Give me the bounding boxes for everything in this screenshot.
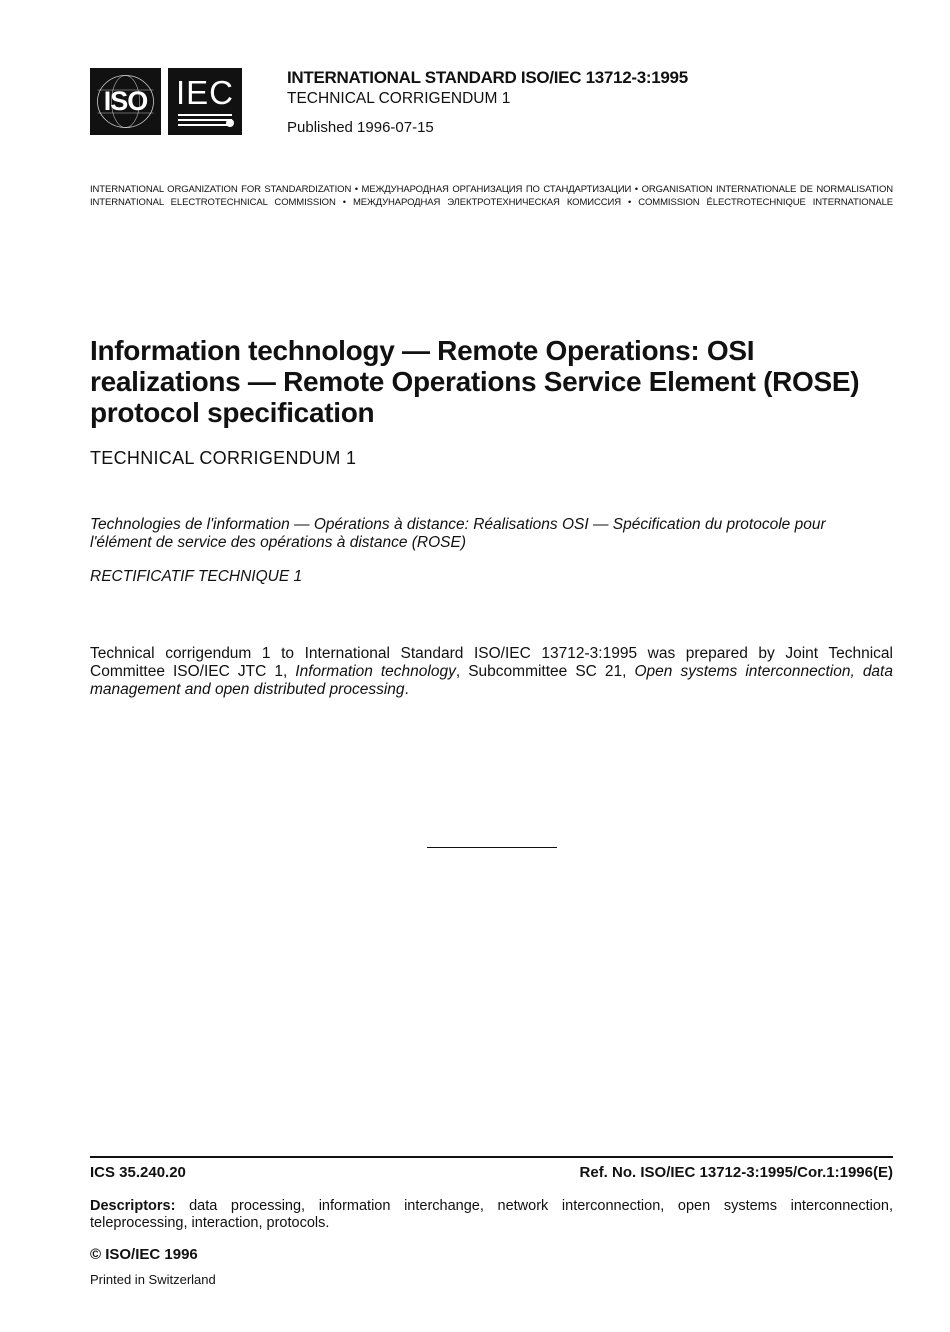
organization-line-iso: INTERNATIONAL ORGANIZATION FOR STANDARDIZATION • МЕЖДУНАРОДНАЯ ОРГАНИЗАЦИЯ ПО СТАНДАРТИЗАЦИИ • ORGANISATION INTERNATIONALE DE NORMALISATION (90, 184, 893, 195)
printed-in: Printed in Switzerland (90, 1272, 216, 1287)
organization-line-iec: INTERNATIONAL ELECTROTECHNICAL COMMISSION • МЕЖДУНАРОДНАЯ ЭЛЕКТРОТЕХНИЧЕСКАЯ КОМИССИЯ • COMMISSION ÉLECTROTECHNIQUE INTERNATIONALE (90, 197, 893, 208)
iec-logo-text: IEC (175, 74, 234, 111)
footer-rule (90, 1156, 893, 1158)
foreword-text-2: , Subcommittee SC 21, (455, 663, 635, 680)
french-title: Technologies de l'information — Opérations à distance: Réalisations OSI — Spécification du protocole pour l'élément de service des opérations à distance (ROSE) (90, 516, 826, 551)
corrigendum-label: TECHNICAL CORRIGENDUM 1 (287, 90, 511, 107)
copyright: © ISO/IEC 1996 (90, 1246, 198, 1263)
descriptors (90, 1198, 893, 1231)
iso-logo-text: ISO (103, 86, 148, 116)
iec-logo-bars (178, 114, 232, 129)
french-subtitle: RECTIFICATIF TECHNIQUE 1 (90, 568, 303, 585)
descriptors-label: Descriptors: (90, 1198, 176, 1214)
iec-logo (168, 68, 242, 135)
foreword-text-3: . (404, 681, 409, 698)
document-subtitle: TECHNICAL CORRIGENDUM 1 (90, 448, 357, 468)
reference-number: Ref. No. ISO/IEC 13712-3:1995/Cor.1:1996(E) (579, 1164, 893, 1181)
foreword-italic-2: Open systems interconnection, data management and open distributed processing (90, 663, 893, 698)
ics-code: ICS 35.240.20 (90, 1164, 186, 1181)
section-divider (427, 847, 557, 848)
foreword-italic-1: Information technology (295, 663, 456, 680)
iec-logo-dot (226, 119, 234, 127)
document-title: Information technology — Remote Operations: OSI realizations — Remote Operations Service Element (ROSE) protocol specification (90, 335, 860, 428)
standard-number: INTERNATIONAL STANDARD ISO/IEC 13712-3:1995 (287, 68, 688, 87)
descriptors-text: data processing, information interchange, network interconnection, open systems interconnection, teleprocessing, interaction, protocols. (90, 1198, 893, 1231)
foreword-paragraph (90, 645, 893, 699)
published-date: Published 1996-07-15 (287, 119, 434, 136)
foreword-text-1: Technical corrigendum 1 to International Standard ISO/IEC 13712-3:1995 was prepared by Joint Technical Committee ISO/IEC JTC 1, (90, 645, 893, 680)
iso-logo (90, 68, 161, 135)
